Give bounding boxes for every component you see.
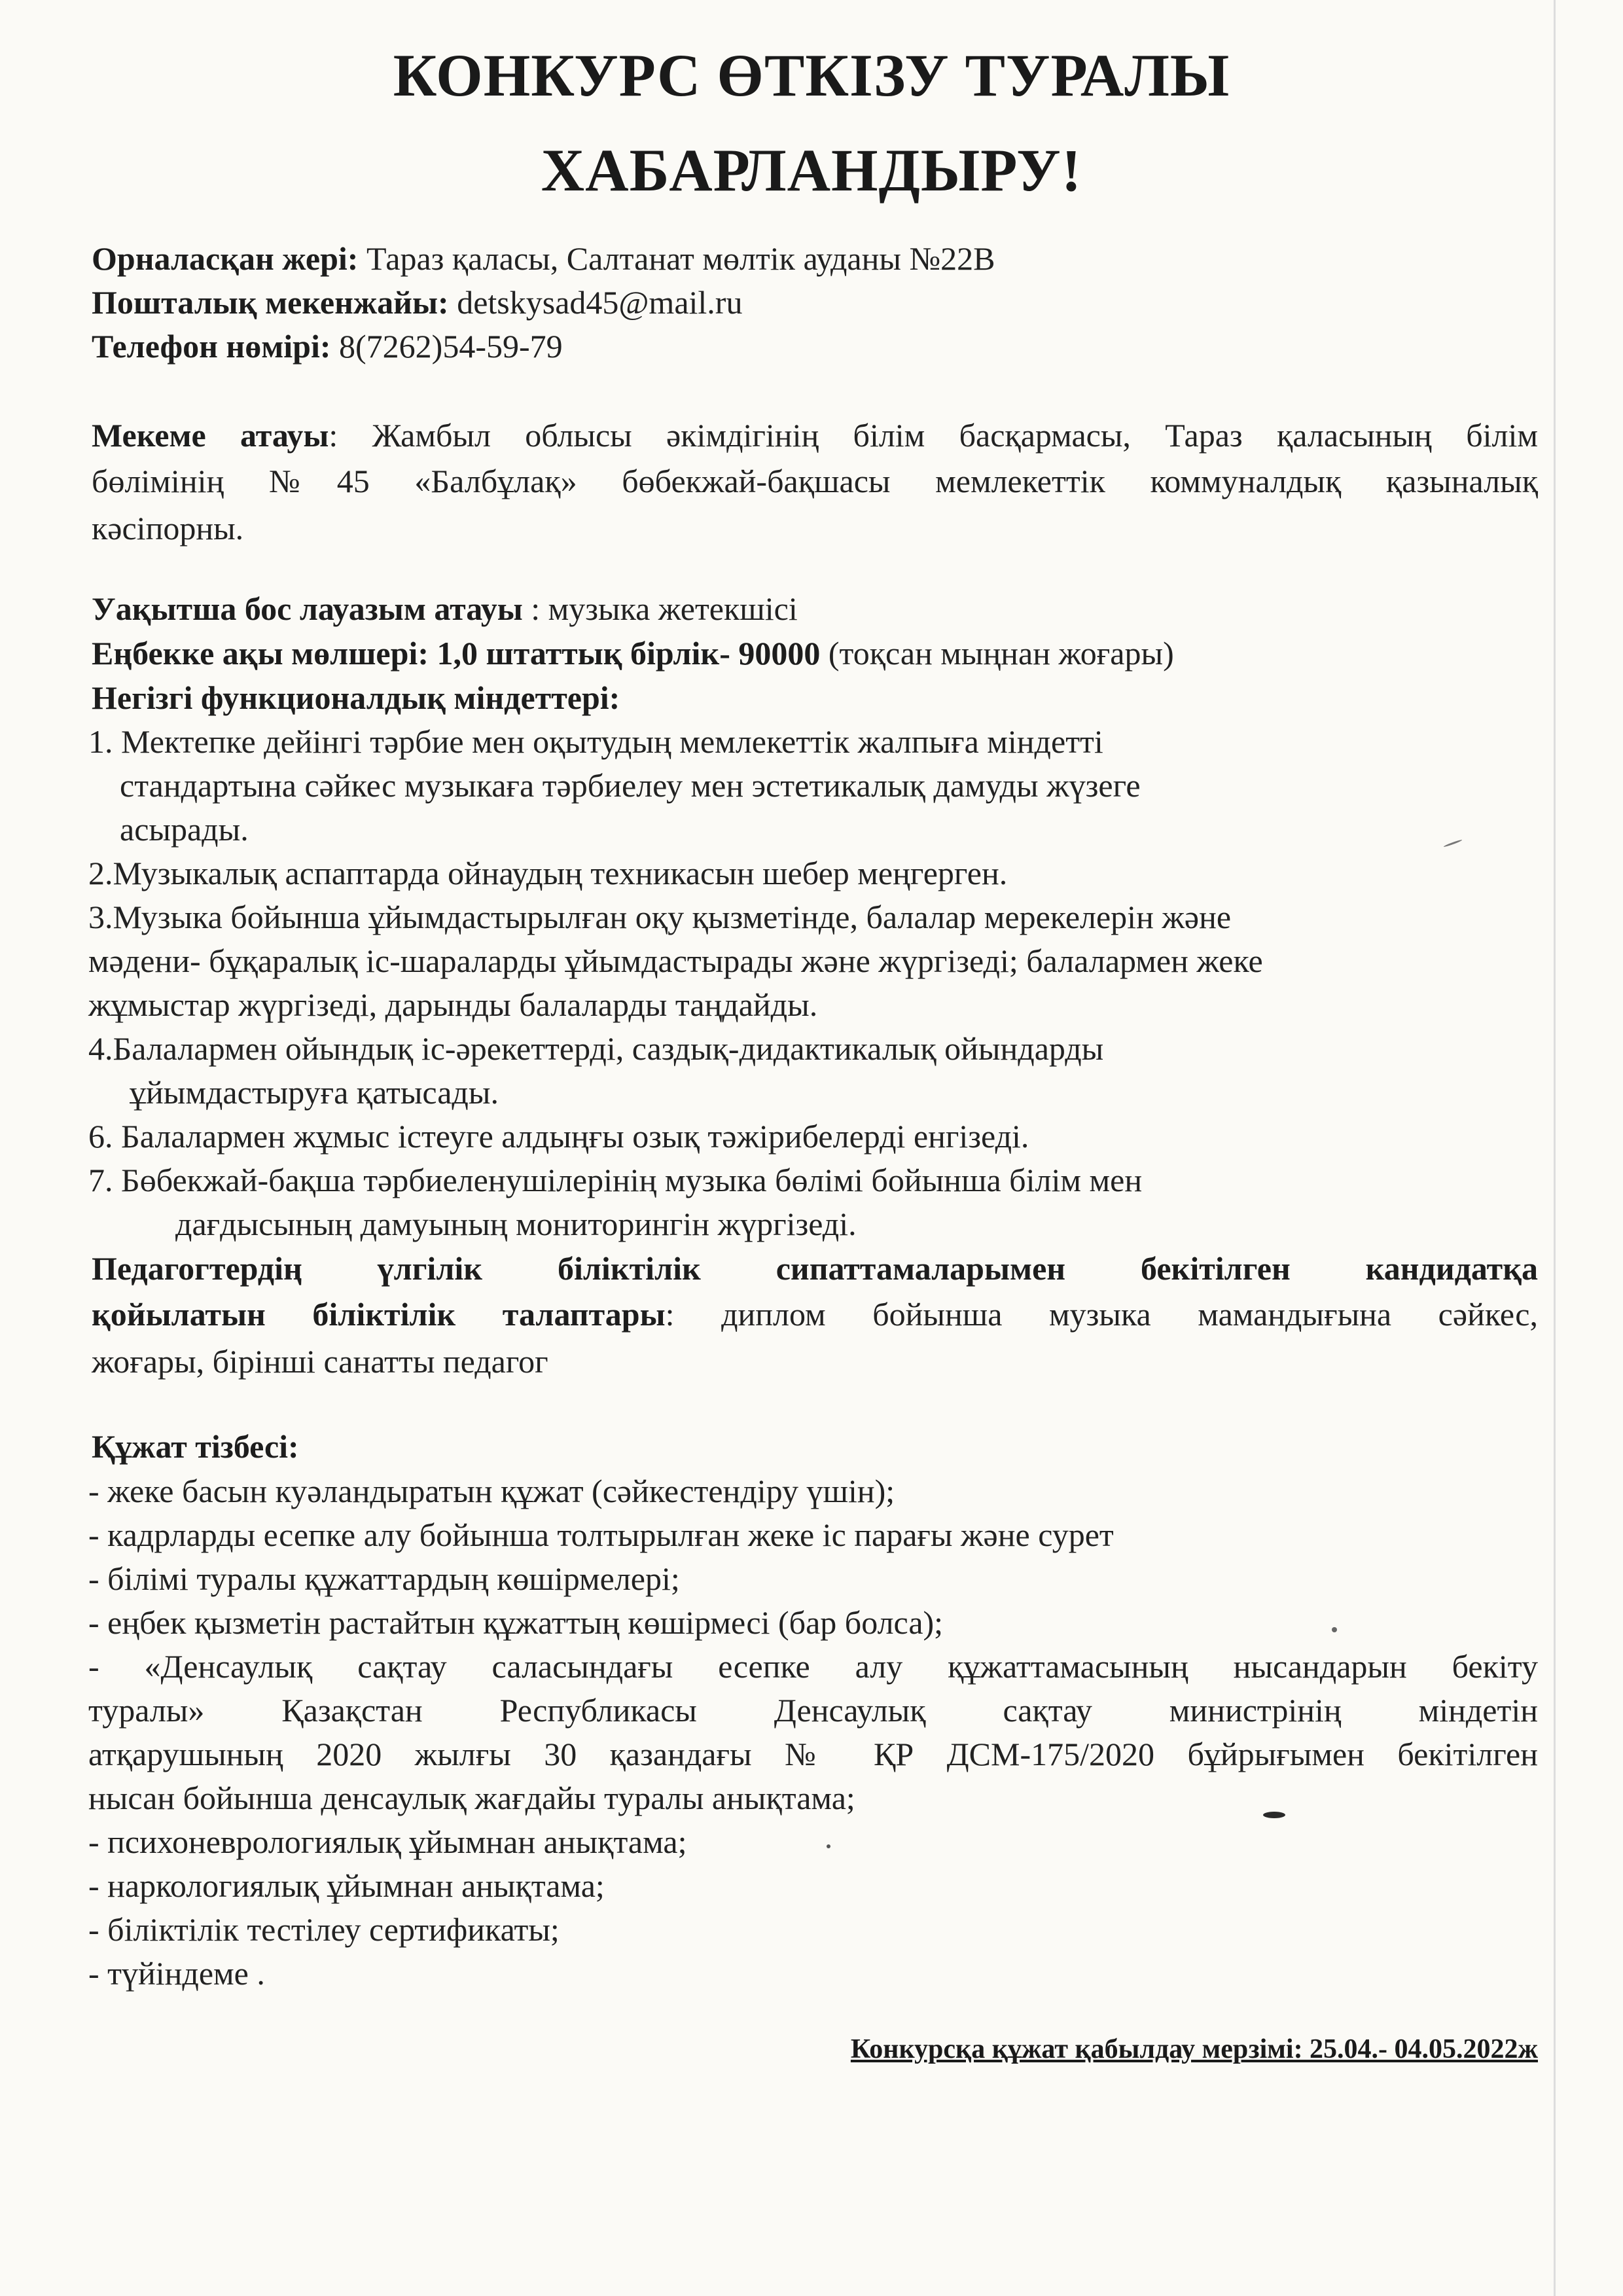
qualification-line-1	[92, 1249, 1538, 1288]
institution-line-2: бөлімінің №45 «Балбұлақ» бөбекжай-бақшасы мемлекеттік коммуналдық қазыналық	[92, 463, 1538, 499]
duties-heading	[92, 678, 620, 717]
position-label: Уақытша бос лауазым атауы	[92, 590, 523, 627]
qualification-line-2	[92, 1295, 1538, 1334]
location-value: Тараз қаласы, Салтанат мөлтік ауданы №22В	[358, 240, 995, 277]
qualification-rest-2: : диплом бойынша музыка мамандығына сәйкес,	[665, 1296, 1539, 1333]
phone-label: Телефон нөмірі	[92, 328, 320, 365]
phone-value: 8(7262)54-59-79	[330, 328, 563, 365]
salary-row	[92, 634, 1174, 673]
document-item: - білімі туралы құжаттардың көшірмелері;	[88, 1560, 680, 1597]
position-row	[92, 589, 798, 628]
duty-line: 7. Бөбекжай-бақша тәрбиеленушілерінің музыка бөлімі бойынша білім мен	[88, 1162, 1143, 1198]
duty-line: 3.Музыка бойынша ұйымдастырылған оқу қызметінде, балалар мерекелерін және	[88, 899, 1232, 935]
title-line-2: ХАБАРЛАНДЫРУ!	[541, 137, 1082, 204]
location-row: Орналасқан жері: Тараз қаласы, Салтанат мөлтік ауданы №22В	[92, 240, 995, 277]
email-label: Пошталық мекенжайы	[92, 284, 438, 321]
document-item-cont: атқарушының 2020 жылғы 30 қазандағы № ҚР ДСМ-175/2020 бұйрығымен бекітілген	[88, 1736, 1538, 1772]
document-item: - «Денсаулық сақтау саласындағы есепке алу құжаттамасының нысандарын бекіту	[88, 1648, 1538, 1685]
document-item: - кадрларды есепке алу бойынша толтырылған жеке іс парағы және сурет	[88, 1516, 1114, 1553]
title-line-1: КОНКУРС ӨТКІЗУ ТУРАЛЫ	[393, 42, 1230, 109]
document-item: - наркологиялық ұйымнан анықтама;	[88, 1867, 605, 1904]
document-item: - түйіндеме .	[88, 1955, 265, 1992]
institution-row-1	[92, 416, 1538, 455]
location-label: Орналасқан жері	[92, 240, 348, 277]
document-item: - психоневрологиялық ұйымнан анықтама;	[88, 1823, 687, 1860]
salary-note: (тоқсан мыңнан жоғары)	[820, 635, 1174, 672]
scan-mark	[1443, 839, 1462, 848]
duty-line: дағдысының дамуының мониторингін жүргізеді.	[175, 1206, 857, 1242]
duty-line: асырады.	[120, 811, 249, 848]
institution-line-3: кәсіпорны.	[92, 510, 244, 547]
qualification-bold-1: Педагогтердің үлгілік біліктілік сипаттамаларымен бекітілген кандидатқа	[92, 1250, 1538, 1287]
qualification-bold-2: қойылатын біліктілік талаптары	[92, 1296, 666, 1333]
duty-line: 1. Мектепке дейінгі тәрбие мен оқытудың мемлекеттік жалпыға міндетті	[88, 723, 1103, 760]
salary-label: Еңбекке ақы мөлшері	[92, 635, 418, 672]
duties-label: Негізгі функционалдық міндеттері:	[92, 679, 620, 716]
institution-line-1: : Жамбыл облысы әкімдігінің білім басқармасы, Тараз қаласының білім	[329, 417, 1539, 454]
email-value: detskysad45@mail.ru	[448, 284, 743, 321]
document-item: - жеке басын куәландыратын құжат (сәйкестендіру үшін);	[88, 1473, 895, 1509]
duty-line: стандартына сәйкес музыкаға тәрбиелеу мен эстетикалық дамуды жүзеге	[120, 767, 1141, 804]
document-item: - еңбек қызметін растайтын құжаттың көшірмесі (бар болса);	[88, 1604, 944, 1641]
institution-label: Мекеме атауы	[92, 417, 329, 454]
scan-dot	[1332, 1627, 1337, 1632]
duty-line: 4.Балалармен ойындық іс-әрекеттерді, саздық-дидактикалық ойындарды	[88, 1030, 1104, 1067]
qualification-line-3: жоғары, бірінші санатты педагог	[92, 1343, 548, 1380]
documents-heading	[92, 1427, 299, 1466]
document-item-cont: нысан бойынша денсаулық жағдайы туралы анықтама;	[88, 1780, 855, 1816]
duty-line: жұмыстар жүргізеді, дарынды балаларды таңдайды.	[88, 986, 818, 1023]
scan-dot	[827, 1844, 830, 1848]
duty-line: 6. Балалармен жұмыс істеуге алдыңғы озық тәжірибелерді енгізеді.	[88, 1118, 1029, 1155]
phone-row: Телефон нөмірі: 8(7262)54-59-79	[92, 328, 563, 365]
document-item: - біліктілік тестілеу сертификаты;	[88, 1911, 560, 1948]
position-value: : музыка жетекшісі	[522, 590, 798, 627]
salary-amount: : 1,0 штаттық бірлік- 90000	[418, 635, 821, 672]
submission-deadline: Конкурсқа құжат қабылдау мерзімі: 25.04.- 04.05.2022ж	[850, 2034, 1538, 2064]
scan-edge	[1554, 0, 1556, 2296]
scan-speck	[1263, 1812, 1285, 1818]
duty-line: ұйымдастыруға қатысады.	[130, 1074, 499, 1111]
duty-line: 2.Музыкалық аспаптарда ойнаудың техникасын шебер меңгерген.	[88, 855, 1008, 891]
document-item-cont: туралы» Қазақстан Республикасы Денсаулық сақтау министрінің міндетін	[88, 1692, 1538, 1729]
duty-line: мәдени- бұқаралық іс-шараларды ұйымдастырады және жүргізеді; балалармен жеке	[88, 942, 1263, 979]
email-row: Пошталық мекенжайы: detskysad45@mail.ru	[92, 284, 743, 321]
documents-label: Құжат тізбесі:	[92, 1428, 299, 1465]
